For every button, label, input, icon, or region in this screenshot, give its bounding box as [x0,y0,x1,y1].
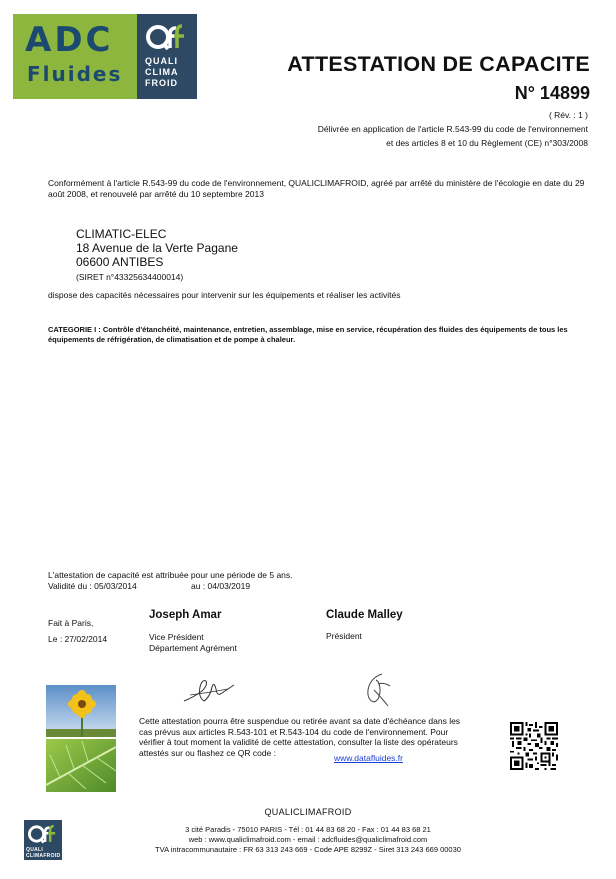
qualiclimafroid-logo [137,14,197,99]
company-address-street: 18 Avenue de la Verte Pagane [76,241,238,255]
validity-period: L'attestation de capacité est attribuée pour une période de 5 ans. [48,570,293,580]
conformity-statement: Conformément à l'article R.543-99 du code de l'environnement, QUALICLIMAFROID, agréé par arrêté du ministère de l'écologie en date du 29 août 2008, et renouvelé par arrêté du 10 septembre 2013 [48,178,585,199]
adc-fluides-logo [13,14,197,99]
company-name: CLIMATIC-ELEC [76,227,167,241]
capacities-statement: dispose des capacités nécessaires pour intervenir sur les équipements et réaliser les activités [48,290,401,300]
logo-adc-text: ADC [25,20,114,60]
signer-1-department: Département Agrément [149,643,237,653]
signing-place: Fait à Paris, [48,618,94,628]
document-title: ATTESTATION DE CAPACITE [287,52,590,76]
validity-end-date: au : 04/03/2019 [191,581,251,591]
footer-logo-text: QUALI CLIMAFROID [26,847,61,859]
adc-logo [13,14,137,99]
footer-address: 3 cité Paradis - 75010 PARIS - Tél : 01 44 83 68 20 - Fax : 01 44 83 68 21 [185,825,431,834]
validity-start-date: Validité du : 05/03/2014 [48,581,137,591]
signer-1-name: Joseph Amar [149,609,222,621]
signer-1-role: Vice Président [149,632,204,642]
footer-web-email: web : www.qualiclimafroid.com - email : adcfluides@qualiclimafroid.com [188,835,428,844]
signing-date: Le : 27/02/2014 [48,634,108,644]
signer-2-name: Claude Malley [326,609,403,621]
qr-code-icon[interactable] [510,722,558,770]
signer-2-role: Président [326,631,362,641]
suspension-notice: Cette attestation pourra être suspendue ou retirée avant sa date d'échéance dans les cas prévus aux articles R.543-101 et R.543-104 du code de l'environnement. Pour vérifier à tout moment la validité de cette attestation, consulter la liste des opérateurs attestés sur ou flashez ce QR code : [139,716,461,758]
sunflower-leaf-photo [46,685,116,792]
category-description: CATEGORIE I : Contrôle d'étanchéité, maintenance, entretien, assemblage, mise en service, récupération des fluides des équipements de tous les équipements de réfrigération, de climatisation et de pompe à chaleur. [48,325,568,344]
legal-basis-line-2: et des articles 8 et 10 du Règlement (CE) n°303/2008 [386,138,588,148]
company-siret: (SIRET n°43325634400014) [76,272,184,282]
legal-basis-line-1: Délivrée en application de l'article R.543-99 du code de l'environnement [317,124,588,134]
signature-1-icon [180,675,236,707]
datafluides-link[interactable]: www.datafluides.fr [334,753,403,763]
revision-label: ( Rév. : 1 ) [548,110,588,120]
company-address-city: 06600 ANTIBES [76,255,164,269]
signature-2-icon [358,670,394,710]
qcf-logo-text: QUALI CLIMA FROID [145,56,179,88]
footer-organization: QUALICLIMAFROID [264,807,352,817]
qcf-mark-icon [146,22,188,52]
attestation-number: N° 14899 [514,83,590,103]
logo-fluides-text: Fluides [27,62,123,86]
footer-tva: TVA intracommunautaire : FR 63 313 243 669 - Code APE 8299Z - Siret 313 243 669 00030 [155,845,461,854]
